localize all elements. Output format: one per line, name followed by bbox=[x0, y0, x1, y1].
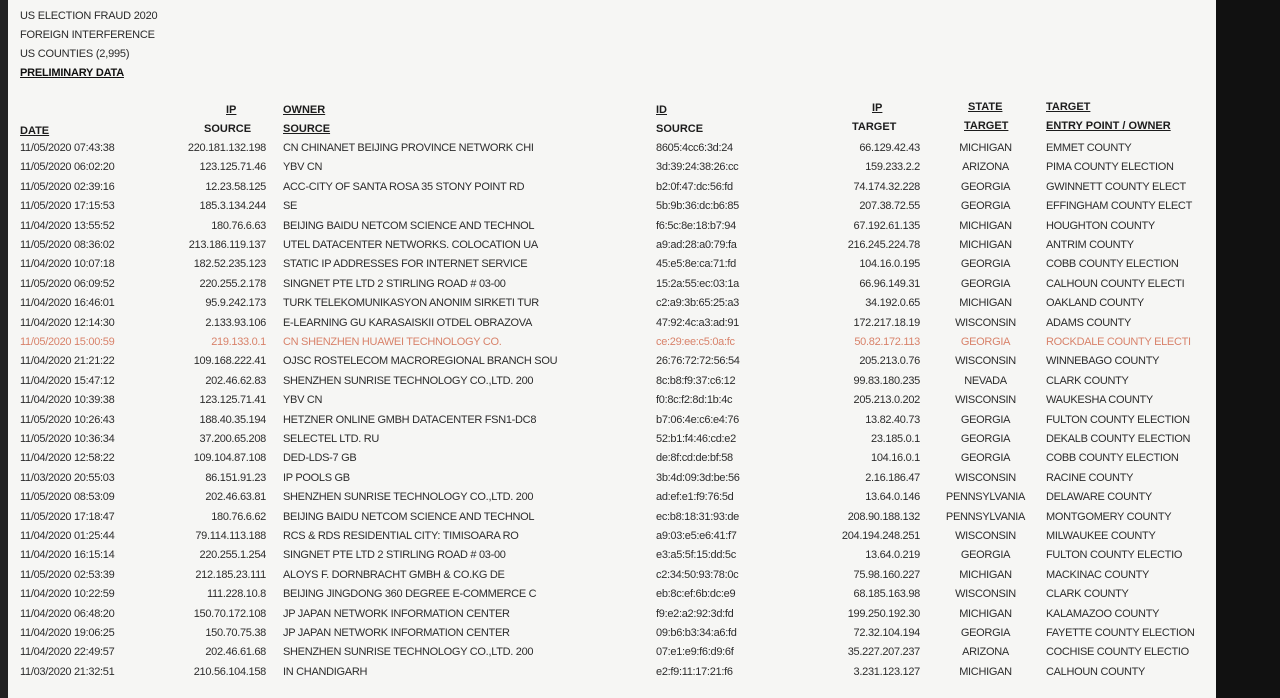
col-ip-source-top: IP bbox=[226, 104, 237, 116]
cell-id: 8c:b8:f9:37:c6:12 bbox=[656, 374, 736, 387]
cell-ip-source: 185.3.134.244 bbox=[199, 200, 266, 213]
cell-date: 11/04/2020 12:14:30 bbox=[20, 316, 115, 329]
cell-owner: UTEL DATACENTER NETWORKS. COLOCATION UA bbox=[283, 239, 538, 251]
cell-owner: YBV CN bbox=[283, 394, 323, 407]
table-row bbox=[8, 278, 1218, 297]
cell-date: 11/04/2020 22:49:57 bbox=[20, 646, 115, 659]
cell-state: PENNSYLVANIA bbox=[945, 510, 1026, 523]
cell-ip-target: 104.16.0.195 bbox=[859, 258, 920, 271]
table-row bbox=[8, 220, 1218, 239]
cell-ip-source: 150.70.172.108 bbox=[193, 607, 266, 620]
cell-entry: MONTGOMERY COUNTY bbox=[1046, 510, 1172, 523]
cell-ip-target: 75.98.160.227 bbox=[853, 568, 920, 581]
cell-entry: FAYETTE COUNTY ELECTION bbox=[1046, 627, 1195, 639]
cell-state: GEORGIA bbox=[960, 277, 1011, 290]
cell-ip-target: 159.233.2.2 bbox=[865, 161, 920, 174]
cell-entry: ANTRIM COUNTY bbox=[1046, 239, 1134, 251]
cell-date: 11/05/2020 10:26:43 bbox=[20, 413, 115, 426]
cell-owner: RCS & RDS RESIDENTIAL CITY: TIMISOARA RO bbox=[283, 530, 519, 542]
cell-id: 15:2a:55:ec:03:1a bbox=[656, 277, 739, 290]
cell-state: MICHIGAN bbox=[959, 219, 1012, 232]
cell-state: GEORGIA bbox=[960, 627, 1011, 639]
cell-id: 52:b1:f4:46:cd:e2 bbox=[656, 433, 736, 445]
cell-state: GEORGIA bbox=[960, 180, 1011, 193]
cell-ip-target: 34.192.0.65 bbox=[865, 297, 920, 310]
cell-date: 11/05/2020 08:53:09 bbox=[20, 491, 115, 504]
table-row bbox=[8, 142, 1218, 161]
cell-ip-target: 2.16.186.47 bbox=[865, 471, 920, 484]
cell-ip-source: 79.114.113.188 bbox=[195, 530, 266, 542]
cell-date: 11/05/2020 07:43:38 bbox=[20, 142, 115, 154]
cell-owner: E-LEARNING GU KARASAISKII OTDEL OBRAZOVA bbox=[283, 316, 533, 329]
cell-owner: IN CHANDIGARH bbox=[283, 665, 368, 678]
cell-id: e2:f9:11:17:21:f6 bbox=[656, 665, 733, 678]
cell-date: 11/04/2020 16:15:14 bbox=[20, 549, 115, 562]
cell-state: GEORGIA bbox=[960, 336, 1011, 348]
cell-date: 11/04/2020 15:47:12 bbox=[20, 374, 115, 387]
cell-ip-source: 123.125.71.41 bbox=[199, 394, 266, 407]
cell-entry: COCHISE COUNTY ELECTIO bbox=[1046, 646, 1189, 659]
cell-date: 11/04/2020 21:21:22 bbox=[20, 355, 115, 368]
cell-owner: STATIC IP ADDRESSES FOR INTERNET SERVICE bbox=[283, 258, 528, 271]
cell-id: f9:e2:a2:92:3d:fd bbox=[656, 607, 734, 620]
cell-state: MICHIGAN bbox=[959, 239, 1012, 251]
cell-ip-target: 99.83.180.235 bbox=[853, 374, 920, 387]
cell-ip-source: 220.255.2.178 bbox=[199, 277, 266, 290]
cell-id: c2:a9:3b:65:25:a3 bbox=[656, 297, 739, 310]
cell-ip-target: 68.185.163.98 bbox=[853, 588, 920, 601]
cell-ip-target: 205.213.0.202 bbox=[853, 394, 920, 407]
cell-state: WISCONSIN bbox=[955, 355, 1016, 368]
cell-ip-source: 150.70.75.38 bbox=[205, 627, 266, 639]
cell-date: 11/04/2020 01:25:44 bbox=[20, 530, 115, 542]
cell-state: MICHIGAN bbox=[959, 665, 1012, 678]
cell-owner: JP JAPAN NETWORK INFORMATION CENTER bbox=[283, 627, 510, 639]
cell-owner: SINGNET PTE LTD 2 STIRLING ROAD # 03-00 bbox=[283, 277, 506, 290]
cell-ip-source: 202.46.62.83 bbox=[205, 374, 266, 387]
cell-ip-source: 86.151.91.23 bbox=[205, 471, 266, 484]
cell-ip-source: 37.200.65.208 bbox=[199, 433, 266, 445]
cell-entry: CALHOUN COUNTY bbox=[1046, 665, 1146, 678]
cell-entry: CALHOUN COUNTY ELECTI bbox=[1046, 277, 1185, 290]
cell-owner: BEIJING BAIDU NETCOM SCIENCE AND TECHNOL bbox=[283, 510, 535, 523]
cell-entry: COBB COUNTY ELECTION bbox=[1046, 452, 1179, 465]
cell-date: 11/04/2020 13:55:52 bbox=[20, 219, 115, 232]
cell-state: ARIZONA bbox=[962, 646, 1009, 659]
table-row bbox=[8, 239, 1218, 258]
col-id-top: ID bbox=[656, 104, 667, 116]
cell-state: GEORGIA bbox=[960, 549, 1011, 562]
cell-id: 45:e5:8e:ca:71:fd bbox=[656, 258, 736, 271]
table-row bbox=[8, 355, 1218, 374]
table-row bbox=[8, 472, 1218, 491]
cell-id: f6:5c:8e:18:b7:94 bbox=[656, 219, 736, 232]
cell-ip-target: 13.64.0.219 bbox=[865, 549, 920, 562]
cell-id: 5b:9b:36:dc:b6:85 bbox=[656, 200, 739, 213]
cell-ip-source: 180.76.6.62 bbox=[211, 510, 266, 523]
cell-ip-target: 72.32.104.194 bbox=[853, 627, 920, 639]
cell-id: e3:a5:5f:15:dd:5c bbox=[656, 549, 736, 562]
cell-id: 8605:4cc6:3d:24 bbox=[656, 142, 733, 154]
cell-state: ARIZONA bbox=[962, 161, 1009, 174]
cell-ip-target: 205.213.0.76 bbox=[859, 355, 920, 368]
cell-id: de:8f:cd:de:bf:58 bbox=[656, 452, 733, 465]
cell-id: 07:e1:e9:f6:d9:6f bbox=[656, 646, 734, 659]
col-ip-source-bottom: SOURCE bbox=[204, 123, 252, 135]
cell-id: 09:b6:b3:34:a6:fd bbox=[656, 627, 737, 639]
col-state-bottom: TARGET bbox=[964, 120, 1009, 132]
cell-date: 11/05/2020 17:18:47 bbox=[20, 510, 115, 523]
cell-ip-target: 204.194.248.251 bbox=[841, 530, 920, 542]
cell-date: 11/03/2020 21:32:51 bbox=[20, 665, 115, 678]
cell-entry: ADAMS COUNTY bbox=[1046, 316, 1132, 329]
cell-date: 11/05/2020 10:36:34 bbox=[20, 433, 115, 445]
cell-ip-source: 202.46.61.68 bbox=[205, 646, 266, 659]
photo-left-edge bbox=[0, 0, 8, 698]
cell-entry: MILWAUKEE COUNTY bbox=[1046, 530, 1156, 542]
cell-owner: SHENZHEN SUNRISE TECHNOLOGY CO.,LTD. 200 bbox=[283, 374, 534, 387]
cell-ip-target: 66.96.149.31 bbox=[859, 277, 920, 290]
cell-id: 26:76:72:72:56:54 bbox=[656, 355, 740, 368]
cell-ip-source: 212.185.23.111 bbox=[195, 568, 266, 581]
cell-date: 11/04/2020 10:22:59 bbox=[20, 588, 115, 601]
cell-ip-source: 111.228.10.8 bbox=[207, 588, 266, 601]
cell-ip-source: 109.104.87.108 bbox=[193, 452, 266, 465]
cell-state: MICHIGAN bbox=[959, 142, 1012, 154]
cell-ip-target: 3.231.123.127 bbox=[853, 665, 920, 678]
cell-entry: OAKLAND COUNTY bbox=[1046, 297, 1144, 310]
cell-ip-target: 74.174.32.228 bbox=[853, 180, 920, 193]
cell-owner: HETZNER ONLINE GMBH DATACENTER FSN1-DC8 bbox=[283, 413, 537, 426]
col-owner-top: OWNER bbox=[283, 104, 326, 116]
col-entry-bottom: ENTRY POINT / OWNER bbox=[1046, 120, 1171, 132]
cell-ip-source: 210.56.104.158 bbox=[193, 665, 266, 678]
cell-owner: SE bbox=[283, 200, 298, 213]
cell-owner: SINGNET PTE LTD 2 STIRLING ROAD # 03-00 bbox=[283, 549, 506, 562]
cell-date: 11/05/2020 17:15:53 bbox=[20, 200, 115, 213]
cell-ip-source: 220.255.1.254 bbox=[199, 549, 266, 562]
cell-ip-source: 202.46.63.81 bbox=[205, 491, 266, 504]
cell-date: 11/05/2020 15:00:59 bbox=[20, 336, 115, 348]
cell-entry: FULTON COUNTY ELECTION bbox=[1046, 413, 1190, 426]
cell-id: ec:b8:18:31:93:de bbox=[656, 510, 739, 523]
cell-ip-source: 213.186.119.137 bbox=[188, 239, 266, 251]
cell-ip-source: 188.40.35.194 bbox=[199, 413, 266, 426]
cell-ip-target: 207.38.72.55 bbox=[859, 200, 920, 213]
data-sheet bbox=[8, 0, 1218, 698]
cell-ip-target: 35.227.207.237 bbox=[847, 646, 920, 659]
cell-state: GEORGIA bbox=[960, 200, 1011, 213]
cell-state: MICHIGAN bbox=[959, 297, 1012, 310]
cell-ip-target: 208.90.188.132 bbox=[847, 510, 920, 523]
cell-entry: PIMA COUNTY ELECTION bbox=[1046, 161, 1174, 174]
cell-id: a9:ad:28:a0:79:fa bbox=[656, 239, 737, 251]
cell-ip-target: 13.82.40.73 bbox=[865, 413, 920, 426]
col-ip-target-bottom: TARGET bbox=[852, 121, 897, 133]
col-state-top: STATE bbox=[968, 101, 1003, 113]
cell-id: b2:0f:47:dc:56:fd bbox=[656, 180, 733, 193]
col-id-bottom: SOURCE bbox=[656, 123, 704, 135]
table-row bbox=[8, 258, 1218, 277]
cell-state: NEVADA bbox=[964, 374, 1007, 387]
cell-date: 11/05/2020 06:09:52 bbox=[20, 277, 115, 290]
cell-date: 11/04/2020 10:39:38 bbox=[20, 394, 115, 407]
cell-date: 11/05/2020 08:36:02 bbox=[20, 239, 115, 251]
cell-ip-source: 182.52.235.123 bbox=[193, 258, 266, 271]
table-row bbox=[8, 452, 1218, 471]
cell-entry: FULTON COUNTY ELECTIO bbox=[1046, 549, 1183, 562]
cell-ip-source: 12.23.58.125 bbox=[205, 180, 266, 193]
cell-ip-target: 50.82.172.113 bbox=[854, 336, 920, 348]
cell-entry: HOUGHTON COUNTY bbox=[1046, 219, 1155, 232]
cell-entry: KALAMAZOO COUNTY bbox=[1046, 607, 1160, 620]
cell-date: 11/04/2020 16:46:01 bbox=[20, 297, 115, 310]
table-row bbox=[8, 627, 1218, 646]
col-entry-top: TARGET bbox=[1046, 101, 1091, 113]
cell-date: 11/05/2020 06:02:20 bbox=[20, 161, 115, 174]
table-row bbox=[8, 511, 1218, 530]
cell-state: WISCONSIN bbox=[955, 471, 1016, 484]
cell-date: 11/04/2020 06:48:20 bbox=[20, 607, 115, 620]
table-row bbox=[8, 161, 1218, 180]
cell-id: ad:ef:e1:f9:76:5d bbox=[656, 491, 734, 504]
cell-ip-source: 95.9.242.173 bbox=[205, 297, 266, 310]
cell-state: GEORGIA bbox=[960, 413, 1011, 426]
cell-owner: BEIJING BAIDU NETCOM SCIENCE AND TECHNOL bbox=[283, 219, 535, 232]
cell-ip-target: 13.64.0.146 bbox=[865, 491, 920, 504]
table-row bbox=[8, 394, 1218, 413]
table-row bbox=[8, 608, 1218, 627]
cell-owner: ACC-CITY OF SANTA ROSA 35 STONY POINT RD bbox=[283, 180, 525, 193]
col-date: DATE bbox=[20, 125, 50, 137]
cell-id: 3d:39:24:38:26:cc bbox=[656, 161, 739, 174]
cell-date: 11/04/2020 19:06:25 bbox=[20, 627, 115, 639]
cell-date: 11/05/2020 02:39:16 bbox=[20, 180, 115, 193]
cell-state: PENNSYLVANIA bbox=[945, 491, 1026, 504]
table-row bbox=[8, 530, 1218, 549]
cell-owner: BEIJING JINGDONG 360 DEGREE E-COMMERCE C bbox=[283, 588, 537, 601]
cell-state: WISCONSIN bbox=[955, 394, 1016, 407]
title-line-4: PRELIMINARY DATA bbox=[20, 67, 124, 79]
cell-date: 11/04/2020 12:58:22 bbox=[20, 452, 115, 465]
cell-owner: OJSC ROSTELECOM MACROREGIONAL BRANCH SOU bbox=[283, 355, 558, 368]
cell-ip-target: 104.16.0.1 bbox=[871, 452, 920, 465]
cell-owner: DED-LDS-7 GB bbox=[283, 452, 357, 465]
table-row bbox=[8, 200, 1218, 219]
title-line-3: US COUNTIES (2,995) bbox=[20, 48, 130, 60]
cell-entry: CLARK COUNTY bbox=[1046, 374, 1129, 387]
cell-state: GEORGIA bbox=[960, 258, 1011, 271]
cell-entry: WINNEBAGO COUNTY bbox=[1046, 355, 1160, 368]
cell-owner: JP JAPAN NETWORK INFORMATION CENTER bbox=[283, 607, 510, 620]
cell-entry: COBB COUNTY ELECTION bbox=[1046, 258, 1179, 271]
cell-owner: CN SHENZHEN HUAWEI TECHNOLOGY CO. bbox=[283, 336, 502, 348]
cell-owner: SHENZHEN SUNRISE TECHNOLOGY CO.,LTD. 200 bbox=[283, 491, 534, 504]
cell-date: 11/04/2020 10:07:18 bbox=[20, 258, 115, 271]
cell-entry: CLARK COUNTY bbox=[1046, 588, 1129, 601]
cell-entry: ROCKDALE COUNTY ELECTI bbox=[1046, 336, 1191, 348]
table-row bbox=[8, 433, 1218, 452]
cell-owner: IP POOLS GB bbox=[283, 471, 350, 484]
cell-ip-target: 172.217.18.19 bbox=[853, 316, 920, 329]
cell-ip-target: 216.245.224.78 bbox=[847, 239, 920, 251]
table-row bbox=[8, 336, 1218, 355]
cell-state: MICHIGAN bbox=[959, 568, 1012, 581]
photo-right-edge bbox=[1216, 0, 1280, 698]
cell-id: b7:06:4e:c6:e4:76 bbox=[656, 413, 739, 426]
cell-entry: EFFINGHAM COUNTY ELECT bbox=[1046, 200, 1192, 213]
cell-entry: DELAWARE COUNTY bbox=[1046, 491, 1152, 504]
cell-owner: SHENZHEN SUNRISE TECHNOLOGY CO.,LTD. 200 bbox=[283, 646, 534, 659]
cell-state: WISCONSIN bbox=[955, 316, 1016, 329]
cell-ip-source: 109.168.222.41 bbox=[193, 355, 266, 368]
cell-state: GEORGIA bbox=[960, 452, 1011, 465]
table-row bbox=[8, 588, 1218, 607]
cell-state: WISCONSIN bbox=[955, 530, 1016, 542]
cell-id: c2:34:50:93:78:0c bbox=[656, 568, 739, 581]
cell-date: 11/05/2020 02:53:39 bbox=[20, 568, 115, 581]
cell-id: ce:29:ee:c5:0a:fc bbox=[656, 336, 735, 348]
cell-owner: CN CHINANET BEIJING PROVINCE NETWORK CHI bbox=[283, 142, 534, 154]
cell-owner: ALOYS F. DORNBRACHT GMBH & CO.KG DE bbox=[283, 568, 505, 581]
table-row bbox=[8, 646, 1218, 665]
col-owner-bottom: SOURCE bbox=[283, 123, 331, 135]
cell-entry: GWINNETT COUNTY ELECT bbox=[1046, 180, 1186, 193]
cell-ip-source: 180.76.6.63 bbox=[211, 219, 266, 232]
cell-ip-source: 219.133.0.1 bbox=[211, 336, 266, 348]
table-row bbox=[8, 317, 1218, 336]
cell-id: eb:8c:ef:6b:dc:e9 bbox=[656, 588, 736, 601]
cell-owner: YBV CN bbox=[283, 161, 323, 174]
cell-owner: SELECTEL LTD. RU bbox=[283, 433, 380, 445]
cell-entry: RACINE COUNTY bbox=[1046, 471, 1134, 484]
cell-owner: TURK TELEKOMUNIKASYON ANONIM SIRKETI TUR bbox=[283, 297, 539, 310]
table-row bbox=[8, 666, 1218, 685]
table-row bbox=[8, 491, 1218, 510]
cell-id: 47:92:4c:a3:ad:91 bbox=[656, 316, 739, 329]
cell-entry: DEKALB COUNTY ELECTION bbox=[1046, 433, 1191, 445]
col-ip-target-top: IP bbox=[872, 102, 883, 114]
cell-ip-target: 199.250.192.30 bbox=[847, 607, 920, 620]
cell-state: GEORGIA bbox=[960, 433, 1011, 445]
cell-ip-source: 123.125.71.46 bbox=[199, 161, 266, 174]
table-row bbox=[8, 375, 1218, 394]
cell-state: MICHIGAN bbox=[959, 607, 1012, 620]
cell-ip-target: 23.185.0.1 bbox=[871, 433, 920, 445]
title-line-1: US ELECTION FRAUD 2020 bbox=[20, 10, 158, 22]
table-row bbox=[8, 297, 1218, 316]
table-row bbox=[8, 569, 1218, 588]
cell-id: a9:03:e5:e6:41:f7 bbox=[656, 530, 737, 542]
cell-ip-source: 220.181.132.198 bbox=[187, 142, 266, 154]
table-row bbox=[8, 414, 1218, 433]
cell-entry: WAUKESHA COUNTY bbox=[1046, 394, 1153, 407]
cell-ip-source: 2.133.93.106 bbox=[205, 316, 266, 329]
cell-state: WISCONSIN bbox=[955, 588, 1016, 601]
cell-date: 11/03/2020 20:55:03 bbox=[20, 471, 115, 484]
title-line-2: FOREIGN INTERFERENCE bbox=[20, 29, 155, 41]
cell-ip-target: 67.192.61.135 bbox=[853, 219, 920, 232]
cell-entry: MACKINAC COUNTY bbox=[1046, 568, 1150, 581]
cell-id: f0:8c:f2:8d:1b:4c bbox=[656, 394, 733, 407]
cell-id: 3b:4d:09:3d:be:56 bbox=[656, 471, 740, 484]
cell-entry: EMMET COUNTY bbox=[1046, 142, 1132, 154]
cell-ip-target: 66.129.42.43 bbox=[859, 142, 920, 154]
table-row bbox=[8, 181, 1218, 200]
table-row bbox=[8, 549, 1218, 568]
